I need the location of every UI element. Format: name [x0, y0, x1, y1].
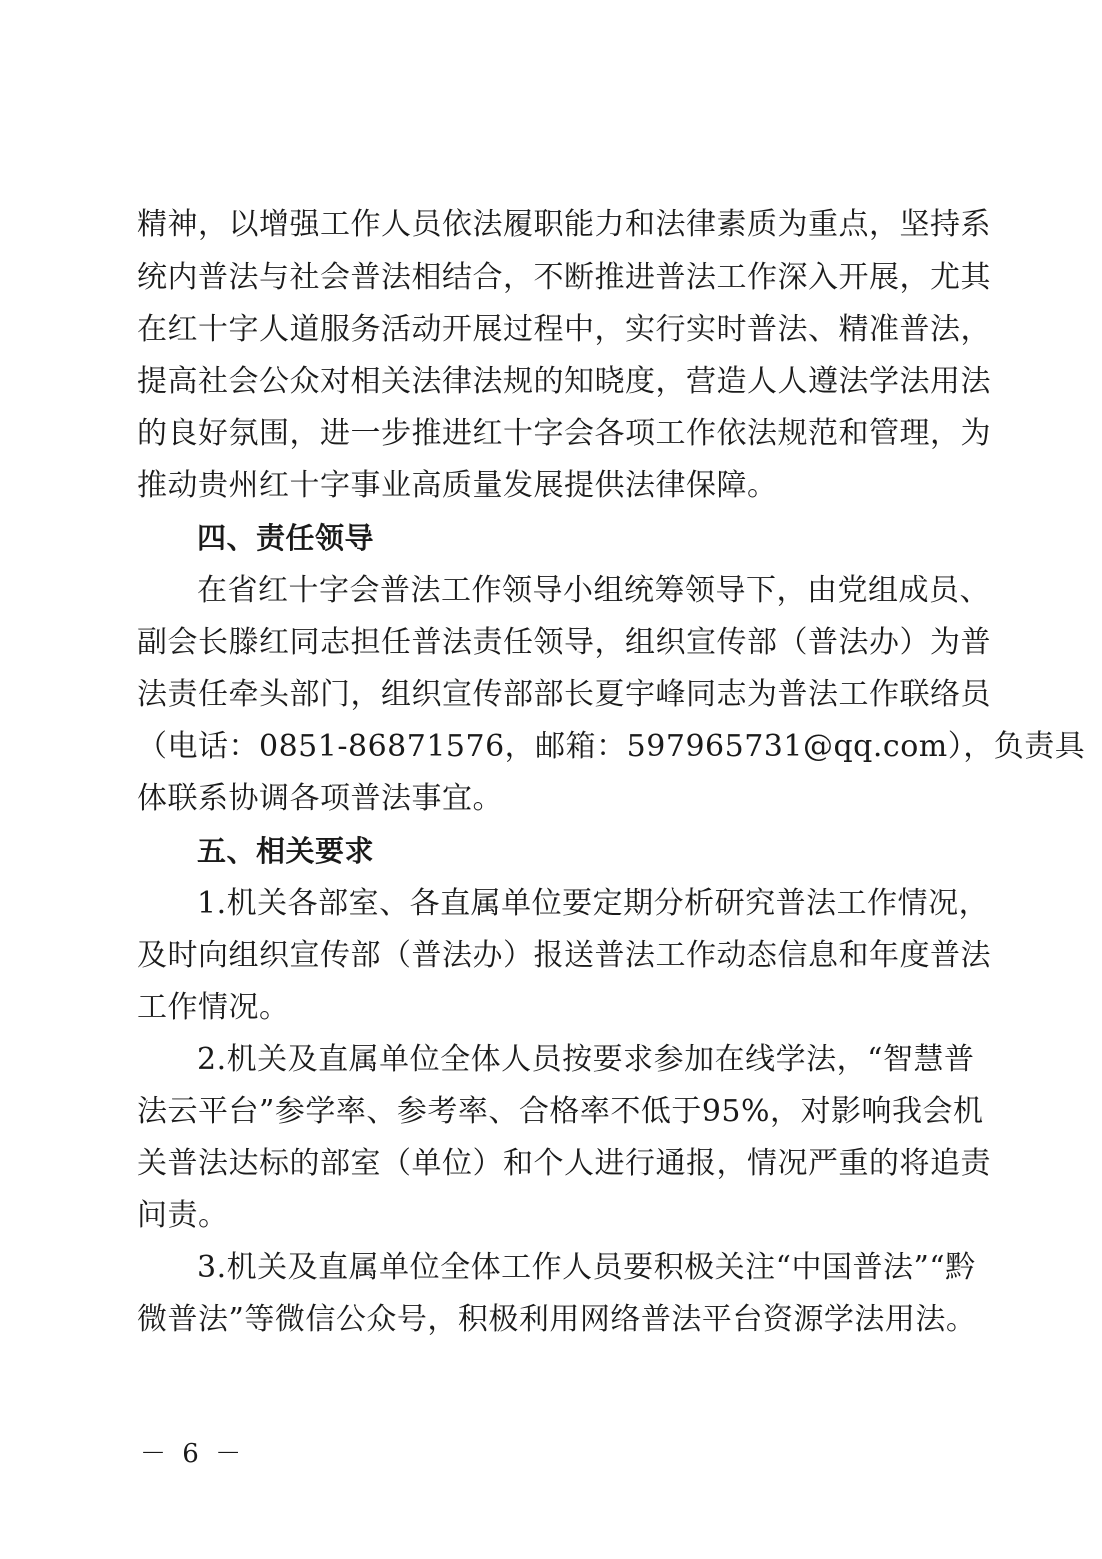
- body-text-line: 工作情况。: [137, 990, 290, 1025]
- body-text-line: 在省红十字会普法工作领导小组统筹领导下，由党组成员、: [197, 573, 990, 608]
- body-text-line: 在红十字人道服务活动开展过程中，实行实时普法、精准普法，: [137, 312, 991, 347]
- body-text-line: 法责任牵头部门，组织宣传部部长夏宇峰同志为普法工作联络员: [137, 677, 991, 712]
- body-text-line: 微普法”等微信公众号，积极利用网络普法平台资源学法用法。: [137, 1302, 977, 1337]
- body-text-line: 的良好氛围，进一步推进红十字会各项工作依法规范和管理，为: [137, 416, 991, 451]
- contact-info-line: （电话：0851-86871576，邮箱：597965731@qq.com），负责具: [137, 729, 1086, 764]
- body-text-line: 关普法达标的部室（单位）和个人进行通报，情况严重的将追责: [137, 1146, 991, 1181]
- body-text-line: 体联系协调各项普法事宜。: [137, 781, 503, 816]
- body-text-line: 及时向组织宣传部（普法办）报送普法工作动态信息和年度普法: [137, 938, 991, 973]
- page-number: － 6 －: [140, 1439, 246, 1469]
- body-text-line: 统内普法与社会普法相结合，不断推进普法工作深入开展，尤其: [137, 260, 991, 295]
- body-text-line: 精神，以增强工作人员依法履职能力和法律素质为重点，坚持系: [137, 207, 991, 242]
- section-heading-responsibility: 四、责任领导: [197, 521, 375, 555]
- requirement-item-3: 3.机关及直属单位全体工作人员要积极关注“中国普法”“黔: [197, 1250, 976, 1285]
- body-text-line: 副会长滕红同志担任普法责任领导，组织宣传部（普法办）为普: [137, 625, 991, 660]
- body-text-line: 提高社会公众对相关法律法规的知晓度，营造人人遵法学法用法: [137, 364, 991, 399]
- requirement-item-1: 1.机关各部室、各直属单位要定期分析研究普法工作情况，: [197, 886, 990, 921]
- body-text-line: 法云平台”参学率、参考率、合格率不低于95%，对影响我会机: [137, 1094, 984, 1129]
- requirement-item-2: 2.机关及直属单位全体人员按要求参加在线学法，“智慧普: [197, 1042, 975, 1077]
- body-text-line: 问责。: [137, 1198, 229, 1233]
- body-text-line: 推动贵州红十字事业高质量发展提供法律保障。: [137, 468, 778, 503]
- section-heading-requirements: 五、相关要求: [197, 834, 375, 868]
